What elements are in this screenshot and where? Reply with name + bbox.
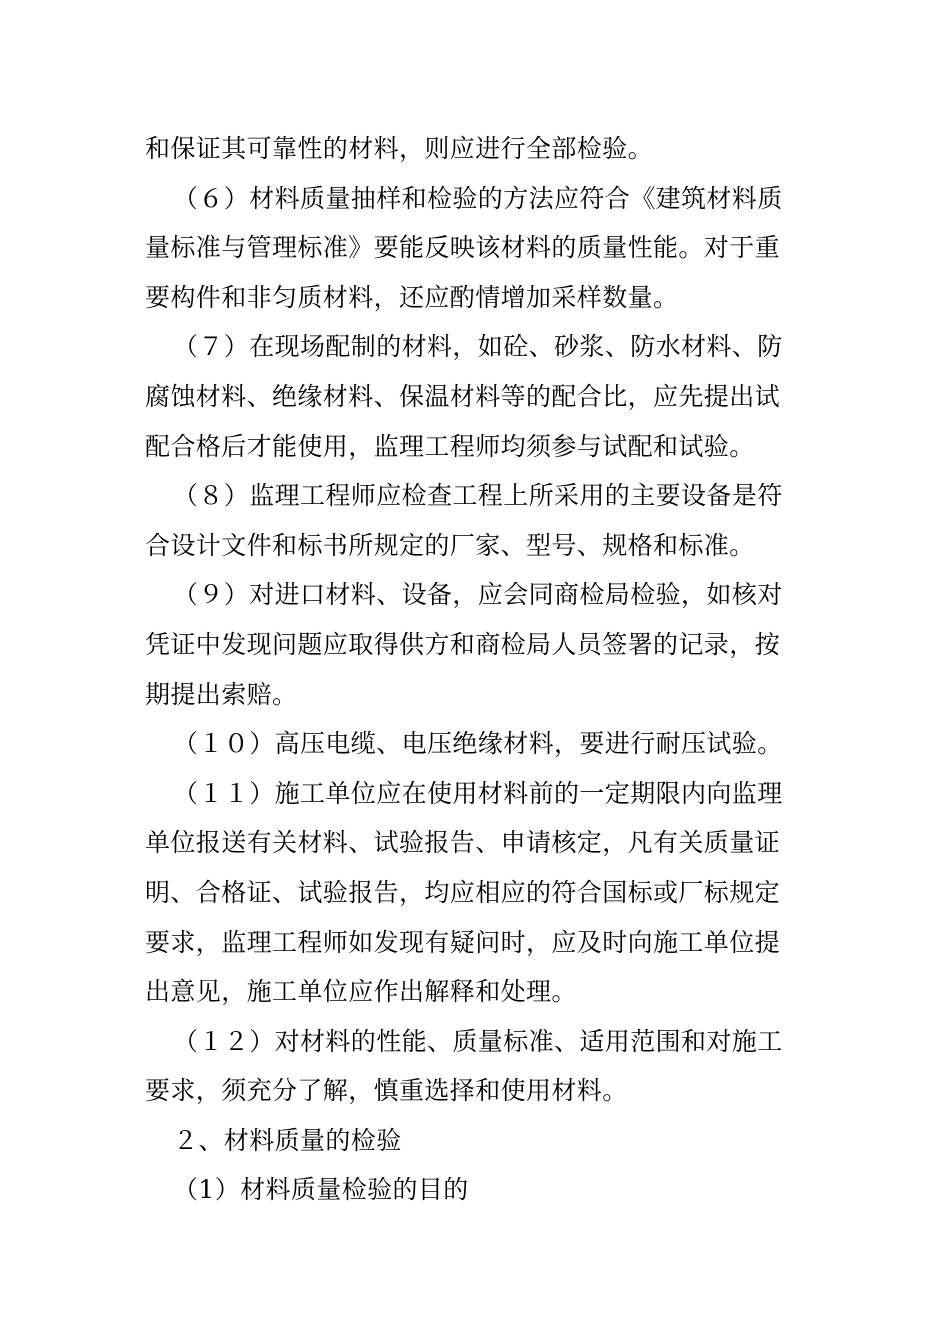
text-line: （８）监理工程师应检查工程上所采用的主要设备是符 (173, 481, 783, 511)
text-line: （６）材料质量抽样和检验的方法应符合《建筑材料质 (173, 183, 783, 213)
text-line: 出意见，施工单位应作出解释和处理。 (145, 977, 577, 1007)
text-line: 要求，须充分了解，慎重选择和使用材料。 (145, 1076, 628, 1106)
text-line: 配合格后才能使用，监理工程师均须参与试配和试验。 (145, 431, 755, 461)
text-line: （１０）高压电缆、电压绝缘材料，要进行耐压试验。 (173, 729, 783, 759)
text-line: （７）在现场配制的材料，如砼、砂浆、防水材料、防 (173, 332, 783, 362)
section-heading: ２、材料质量的检验 (173, 1125, 402, 1155)
text-line: （９）对进口材料、设备，应会同商检局检验，如核对 (173, 580, 783, 610)
text-line: 期提出索赔。 (145, 679, 298, 709)
text-line: 要构件和非匀质材料，还应酌情增加采样数量。 (145, 282, 679, 312)
text-line: 单位报送有关材料、试验报告、申请核定，凡有关质量证 (145, 828, 781, 858)
text-line: 凭证中发现问题应取得供方和商检局人员签署的记录，按 (145, 629, 781, 659)
text-line: 要求，监理工程师如发现有疑问时，应及时向施工单位提 (145, 927, 781, 957)
text-line: （１１）施工单位应在使用材料前的一定期限内向监理 (173, 778, 783, 808)
text-line: 和保证其可靠性的材料，则应进行全部检验。 (145, 134, 654, 163)
text-line: 量标准与管理标准》要能反映该材料的质量性能。对于重 (145, 233, 781, 263)
text-line: 明、合格证、试验报告，均应相应的符合国标或厂标规定 (145, 877, 781, 907)
text-line: （１２）对材料的性能、质量标准、适用范围和对施工 (173, 1026, 783, 1056)
subsection-heading: （1）材料质量检验的目的 (173, 1175, 469, 1205)
document-body (145, 124, 809, 1215)
text-line: 合设计文件和标书所规定的厂家、型号、规格和标准。 (145, 530, 755, 560)
text-line: 腐蚀材料、绝缘材料、保温材料等的配合比，应先提出试 (145, 381, 781, 411)
